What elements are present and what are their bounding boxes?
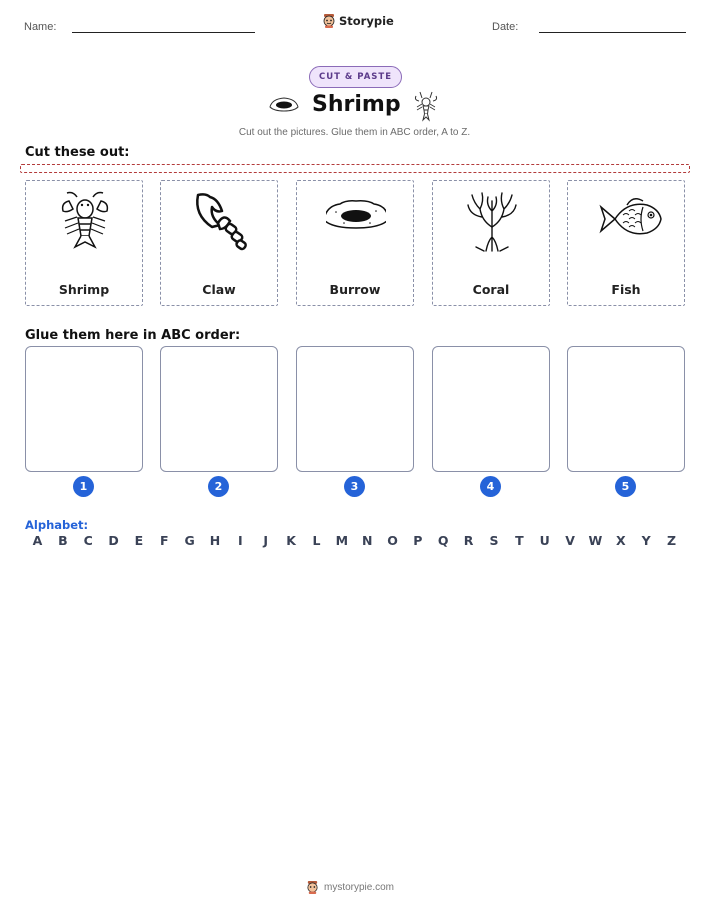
alphabet-letter: W <box>588 533 603 548</box>
cut-card-label: Claw <box>202 282 236 297</box>
alphabet-letter: H <box>209 533 221 548</box>
glue-box-4[interactable] <box>432 346 550 472</box>
brand-name: Storypie <box>339 13 394 28</box>
footer <box>306 880 394 894</box>
alphabet-letter: N <box>361 533 373 548</box>
glue-box-1[interactable] <box>25 346 143 472</box>
alphabet-letter: U <box>539 533 550 548</box>
cut-card-label: Coral <box>472 282 510 297</box>
order-number-1: 1 <box>73 476 94 497</box>
glue-box-5[interactable] <box>567 346 685 472</box>
burrow-icon <box>268 95 300 113</box>
alphabet-letter: I <box>238 533 243 548</box>
cut-section-heading: Cut these out: <box>25 145 130 160</box>
alphabet-letter: Z <box>666 533 677 548</box>
alphabet-letter: L <box>312 533 321 548</box>
cut-card-label: Shrimp <box>58 282 110 297</box>
cut-card-fish[interactable] <box>567 180 685 306</box>
alphabet-letter: V <box>565 533 575 548</box>
alphabet-letter: P <box>413 533 423 548</box>
cut-card-shrimp[interactable] <box>25 180 143 306</box>
alphabet-letter: F <box>160 533 169 548</box>
brand <box>322 13 394 28</box>
alphabet-letter: D <box>108 533 119 548</box>
page-title: Shrimp <box>312 92 401 117</box>
alphabet-letter: E <box>134 533 144 548</box>
date-label: Date: <box>492 21 519 33</box>
shrimp-icon <box>55 187 115 257</box>
alphabet-letter: T <box>515 533 524 548</box>
date-line[interactable] <box>539 32 686 33</box>
footer-url[interactable]: mystorypie.com <box>324 881 395 893</box>
alphabet-letter: S <box>489 533 499 548</box>
cut-card-label: Fish <box>611 282 641 297</box>
fish-icon <box>597 187 667 257</box>
coral-icon <box>462 187 522 257</box>
alphabet-letter: Y <box>641 533 651 548</box>
order-number-2: 2 <box>208 476 229 497</box>
storypie-logo-icon <box>306 880 319 894</box>
storypie-logo-icon <box>322 13 336 28</box>
alphabet-letter: Q <box>437 533 449 548</box>
alphabet-letter: R <box>463 533 474 548</box>
alphabet-row <box>25 533 684 548</box>
name-label: Name: <box>24 21 57 33</box>
name-line[interactable] <box>72 32 255 33</box>
alphabet-letter: A <box>32 533 43 548</box>
glue-box-2[interactable] <box>160 346 278 472</box>
alphabet-letter: C <box>83 533 93 548</box>
cut-card-label: Burrow <box>329 282 381 297</box>
alphabet-letter: J <box>263 533 269 548</box>
glue-section-heading: Glue them here in ABC order: <box>25 328 241 343</box>
order-number-3: 3 <box>344 476 365 497</box>
alphabet-letter: M <box>335 533 349 548</box>
alphabet-letter: B <box>58 533 68 548</box>
order-number-4: 4 <box>480 476 501 497</box>
cut-paste-badge: CUT & PASTE <box>309 66 402 88</box>
burrow-icon <box>326 187 386 257</box>
cut-card-burrow[interactable] <box>296 180 414 306</box>
glue-box-3[interactable] <box>296 346 414 472</box>
cut-card-claw[interactable] <box>160 180 278 306</box>
alphabet-letter: O <box>387 533 398 548</box>
order-number-5: 5 <box>615 476 636 497</box>
claw-icon <box>190 187 250 257</box>
alphabet-letter: K <box>286 533 296 548</box>
instructions: Cut out the pictures. Glue them in ABC order, A to Z. <box>238 127 471 138</box>
alphabet-heading: Alphabet: <box>25 518 89 532</box>
shrimp-icon <box>412 90 440 122</box>
alphabet-letter: X <box>615 533 626 548</box>
cut-card-coral[interactable] <box>432 180 550 306</box>
alphabet-letter: G <box>184 533 195 548</box>
cut-line <box>20 164 690 173</box>
